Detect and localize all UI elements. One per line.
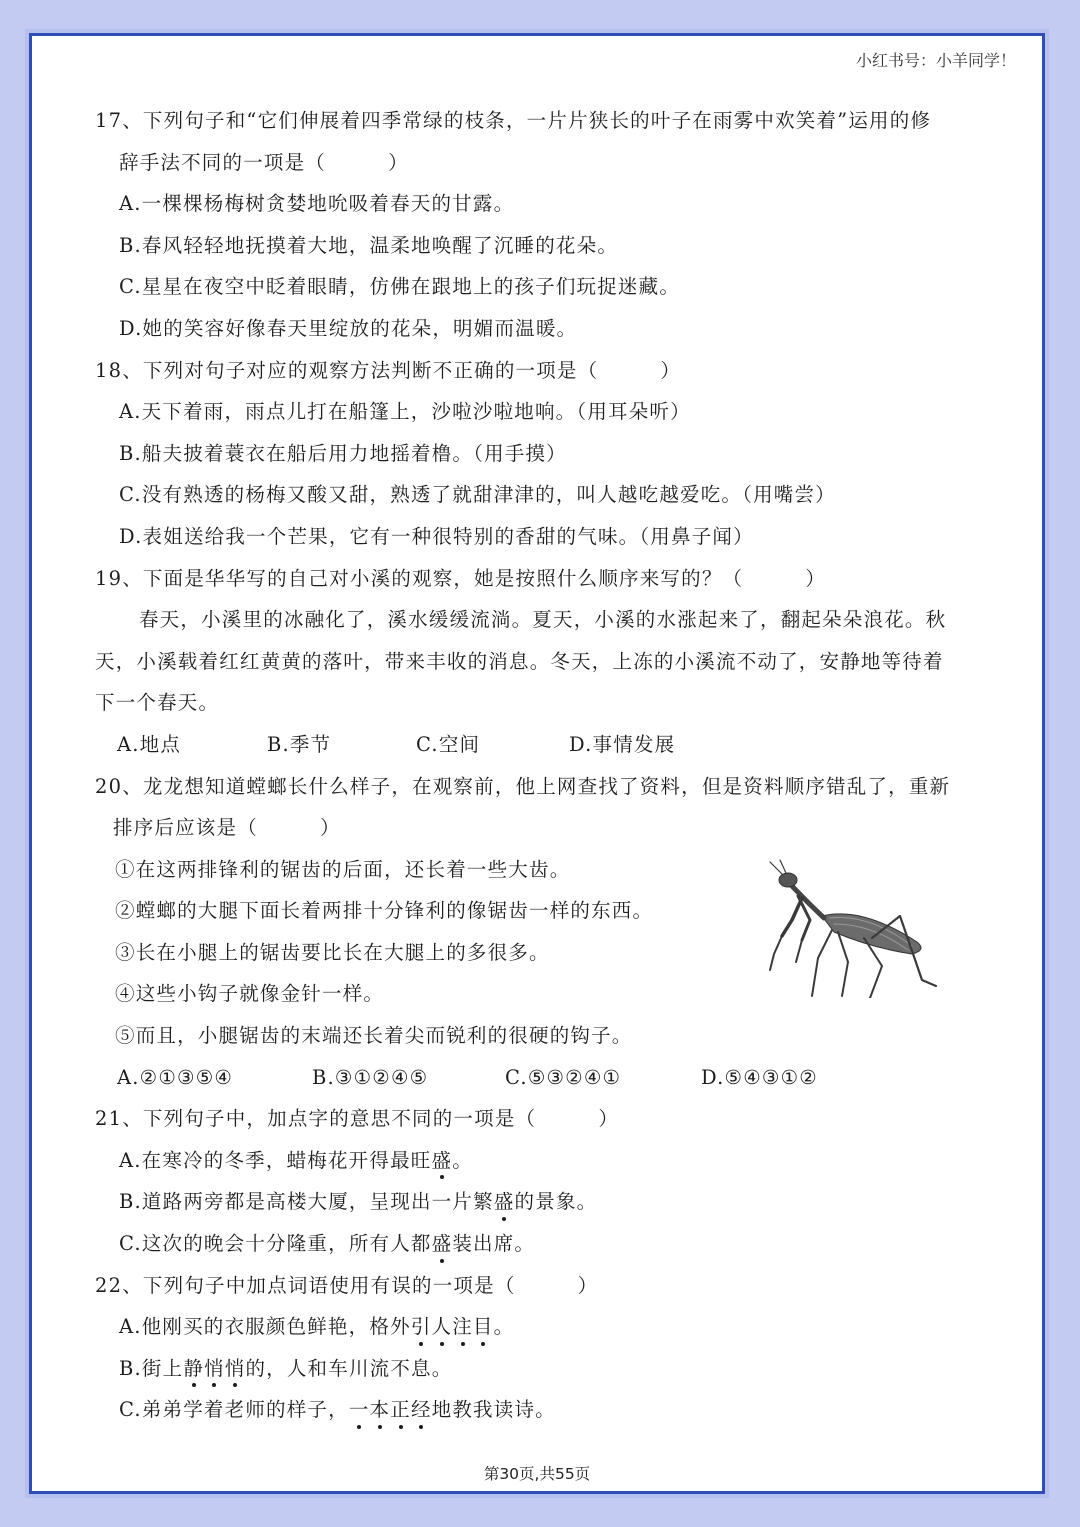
q21-c-text-before: C.这次的晚会十分隆重，所有人都 (119, 1232, 432, 1256)
q22-a-dotted-char: 引 (411, 1306, 432, 1348)
q21-b-text-before: B.道路两旁都是高楼大厦，呈现出一片繁 (119, 1190, 494, 1214)
q22-c-text-after: 地教我读诗。 (431, 1398, 556, 1422)
q20-option-b: B.③①②④⑤ (312, 1065, 429, 1089)
q18-option-b: B.船夫披着蓑衣在船后用力地摇着橹。（用手摸） (119, 441, 567, 465)
q21-c-text-after: 装出席。 (452, 1232, 536, 1256)
mantis-illustration (752, 858, 942, 998)
watermark: 小红书号：小羊同学！ (855, 51, 1016, 70)
q18-option-a: A.天下着雨，雨点儿打在船篷上，沙啦沙啦地响。（用耳朵听） (119, 400, 691, 424)
q18-stem: 18、下列对句子对应的观察方法判断不正确的一项是（ ） (95, 358, 682, 382)
q22-a-dotted-char: 目 (473, 1306, 494, 1348)
q17-option-c: C.星星在夜空中眨着眼睛，仿佛在跟地上的孩子们玩捉迷藏。 (119, 275, 681, 299)
q22-b-dotted-char: 静 (183, 1348, 204, 1390)
q21-a-text-before: A.在寒冷的冬季，蜡梅花开得最旺 (119, 1148, 432, 1172)
q19-options (95, 724, 995, 766)
q20-sentence-3: ③长在小腿上的锯齿要比长在大腿上的多很多。 (115, 940, 550, 964)
q17-stem-line2: 辞手法不同的一项是（ ） (119, 150, 409, 174)
q21-a-text-after: 。 (452, 1148, 473, 1172)
q21-option-c (95, 1223, 995, 1265)
q17-option-b: B.春风轻轻地抚摸着大地，温柔地唤醒了沉睡的花朵。 (119, 233, 619, 257)
q22-c-dotted-char: 一 (349, 1389, 370, 1431)
q22-c-dotted-char: 经 (411, 1389, 432, 1431)
q21-b-text-after: 的景象。 (514, 1190, 598, 1214)
q20-stem-line1: 20、龙龙想知道螳螂长什么样子，在观察前，他上网查找了资料，但是资料顺序错乱了，重新 (95, 774, 951, 798)
q20-option-d: D.⑤④③①② (701, 1065, 818, 1089)
q19-option-d: D.事情发展 (569, 732, 676, 756)
q21-option-a (95, 1140, 995, 1182)
q18-option-c: C.没有熟透的杨梅又酸又甜，熟透了就甜津津的，叫人越吃越爱吃。（用嘴尝） (119, 483, 836, 507)
q22-a-dotted-char: 注 (452, 1306, 473, 1348)
q21-option-b (95, 1181, 995, 1223)
q22-c-dotted-char: 本 (370, 1389, 391, 1431)
q22-b-dotted-char: 悄 (204, 1348, 225, 1390)
q20-option-c: C.⑤③②④① (505, 1065, 622, 1089)
q19-option-b: B.季节 (267, 732, 332, 756)
q22-b-text-before: B.街上 (119, 1356, 184, 1380)
page-content (95, 100, 995, 1431)
q22-stem: 22、下列句子中加点词语使用有误的一项是（ ） (95, 1273, 599, 1297)
q22-a-text-before: A.他刚买的衣服颜色鲜艳，格外 (119, 1315, 411, 1339)
q22-a-text-after: 。 (493, 1315, 515, 1339)
q19-option-c: C.空间 (416, 732, 481, 756)
q20-options (95, 1057, 995, 1099)
q22-option-b (95, 1348, 995, 1390)
q22-b-text-after: 的，人和车川流不息。 (245, 1356, 453, 1380)
q17-option-a: A.一棵棵杨梅树贪婪地吮吸着春天的甘露。 (119, 192, 515, 216)
q19-passage-line2: 天，小溪载着红红黄黄的落叶，带来丰收的消息。冬天，上冻的小溪流不动了，安静地等待着 (95, 649, 944, 673)
q21-a-dotted-char: 盛 (431, 1140, 452, 1182)
q22-b-dotted-char: 悄 (225, 1348, 246, 1390)
q21-b-dotted-char: 盛 (494, 1181, 515, 1223)
page-number: 第30页,共55页 (483, 1465, 591, 1483)
q20-sentence-4: ④这些小钩子就像金针一样。 (115, 982, 385, 1006)
q19-stem: 19、下面是华华写的自己对小溪的观察，她是按照什么顺序来写的？（ ） (95, 566, 827, 590)
q22-option-c (95, 1389, 995, 1431)
q19-passage-line3: 下一个春天。 (95, 691, 220, 715)
q19-option-a: A.地点 (117, 732, 182, 756)
q22-a-dotted-char: 人 (431, 1306, 452, 1348)
q17-option-d: D.她的笑容好像春天里绽放的花朵，明媚而温暖。 (119, 316, 578, 340)
q21-c-dotted-char: 盛 (432, 1223, 453, 1265)
q21-stem: 21、下列句子中，加点字的意思不同的一项是（ ） (95, 1107, 620, 1131)
q19-passage-line1: 春天，小溪里的冰融化了，溪水缓缓流淌。夏天，小溪的水涨起来了，翻起朵朵浪花。秋 (139, 608, 947, 632)
q22-c-text-before: C.弟弟学着老师的样子， (119, 1398, 349, 1422)
q22-c-dotted-char: 正 (390, 1389, 411, 1431)
q17-stem-line1: 17、下列句子和“它们伸展着四季常绿的枝条，一片片狭长的叶子在雨雾中欢笑着”运用的修 (95, 109, 932, 132)
q20-sentence-5: ⑤而且，小腿锯齿的末端还长着尖而锐利的很硬的钩子。 (115, 1024, 633, 1048)
exam-page (29, 33, 1045, 1494)
q20-stem-line2: 排序后应该是（ ） (113, 816, 341, 840)
q20-option-a: A.②①③⑤④ (117, 1065, 234, 1089)
q18-option-d: D.表姐送给我一个芒果，它有一种很特别的香甜的气味。（用鼻子闻） (119, 524, 754, 548)
q20-sentence-2: ②螳螂的大腿下面长着两排十分锋利的像锯齿一样的东西。 (115, 899, 654, 923)
q22-option-a (95, 1306, 995, 1348)
q20-sentence-1: ①在这两排锋利的锯齿的后面，还长着一些大齿。 (115, 857, 571, 881)
